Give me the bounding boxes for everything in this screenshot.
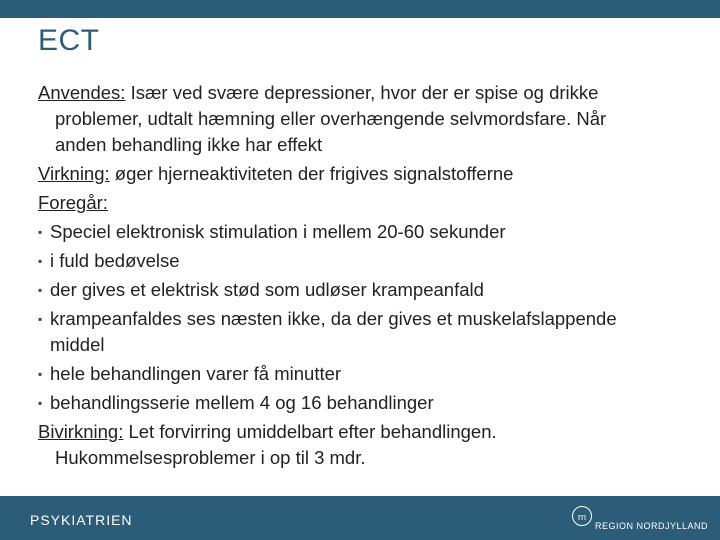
region-nordjylland-logo (572, 504, 708, 534)
list-item-text: der gives et elektrisk stød som udløser krampeanfald (50, 279, 484, 300)
slide-title: ECT (38, 24, 100, 57)
top-bar (0, 0, 720, 18)
virkning-term: Virkning: (38, 163, 110, 184)
virkning-paragraph (38, 161, 678, 187)
bullet-icon: ▪ (38, 254, 43, 268)
bullet-icon: ▪ (38, 367, 43, 381)
anvendes-paragraph (38, 80, 678, 158)
foregaar-term: Foregår: (38, 192, 108, 213)
bivirkning-term: Bivirkning: (38, 421, 124, 442)
list-item (38, 361, 678, 387)
bullet-icon: ▪ (38, 283, 43, 297)
bullet-icon: ▪ (38, 396, 43, 410)
list-item-text (50, 306, 678, 358)
list-item (38, 219, 678, 245)
anvendes-line3: anden behandling ikke har effekt (55, 134, 323, 155)
list-item-text: Speciel elektronisk stimulation i mellem 20-60 sekunder (50, 221, 506, 242)
list-item (38, 248, 678, 274)
foregaar-heading (38, 190, 678, 216)
region-emblem-icon: rn (572, 506, 592, 526)
bivirkning-line2: Hukommelsesproblemer i op til 3 mdr. (55, 447, 366, 468)
list-item (38, 390, 678, 416)
list-item (38, 277, 678, 303)
region-name: REGION NORDJYLLAND (594, 521, 708, 531)
psykiatrien-logo: PSYKIATRIEN (30, 512, 133, 528)
bullet-icon: ▪ (38, 225, 43, 239)
list-item-line2: middel (50, 334, 105, 355)
bivirkning-paragraph (38, 419, 678, 471)
list-item-text: i fuld bedøvelse (50, 250, 180, 271)
slide-content (38, 80, 678, 474)
list-item-text: hele behandlingen varer få minutter (50, 363, 342, 384)
bullet-icon: ▪ (38, 312, 43, 326)
anvendes-line2: problemer, udtalt hæmning eller overhængende selvmordsfare. Når (55, 108, 607, 129)
anvendes-term: Anvendes: (38, 82, 126, 103)
bivirkning-line1: Let forvirring umiddelbart efter behandlingen. (123, 421, 497, 442)
virkning-text: øger hjerneaktiviteten der frigives signalstofferne (109, 163, 514, 184)
anvendes-line1: Især ved svære depressioner, hvor der er spise og drikke (125, 82, 599, 103)
footer-bar (0, 496, 720, 540)
list-item (38, 306, 678, 358)
list-item-line1: krampeanfaldes ses næsten ikke, da der gives et muskelafslappende (50, 308, 617, 329)
list-item-text: behandlingsserie mellem 4 og 16 behandlinger (50, 392, 434, 413)
